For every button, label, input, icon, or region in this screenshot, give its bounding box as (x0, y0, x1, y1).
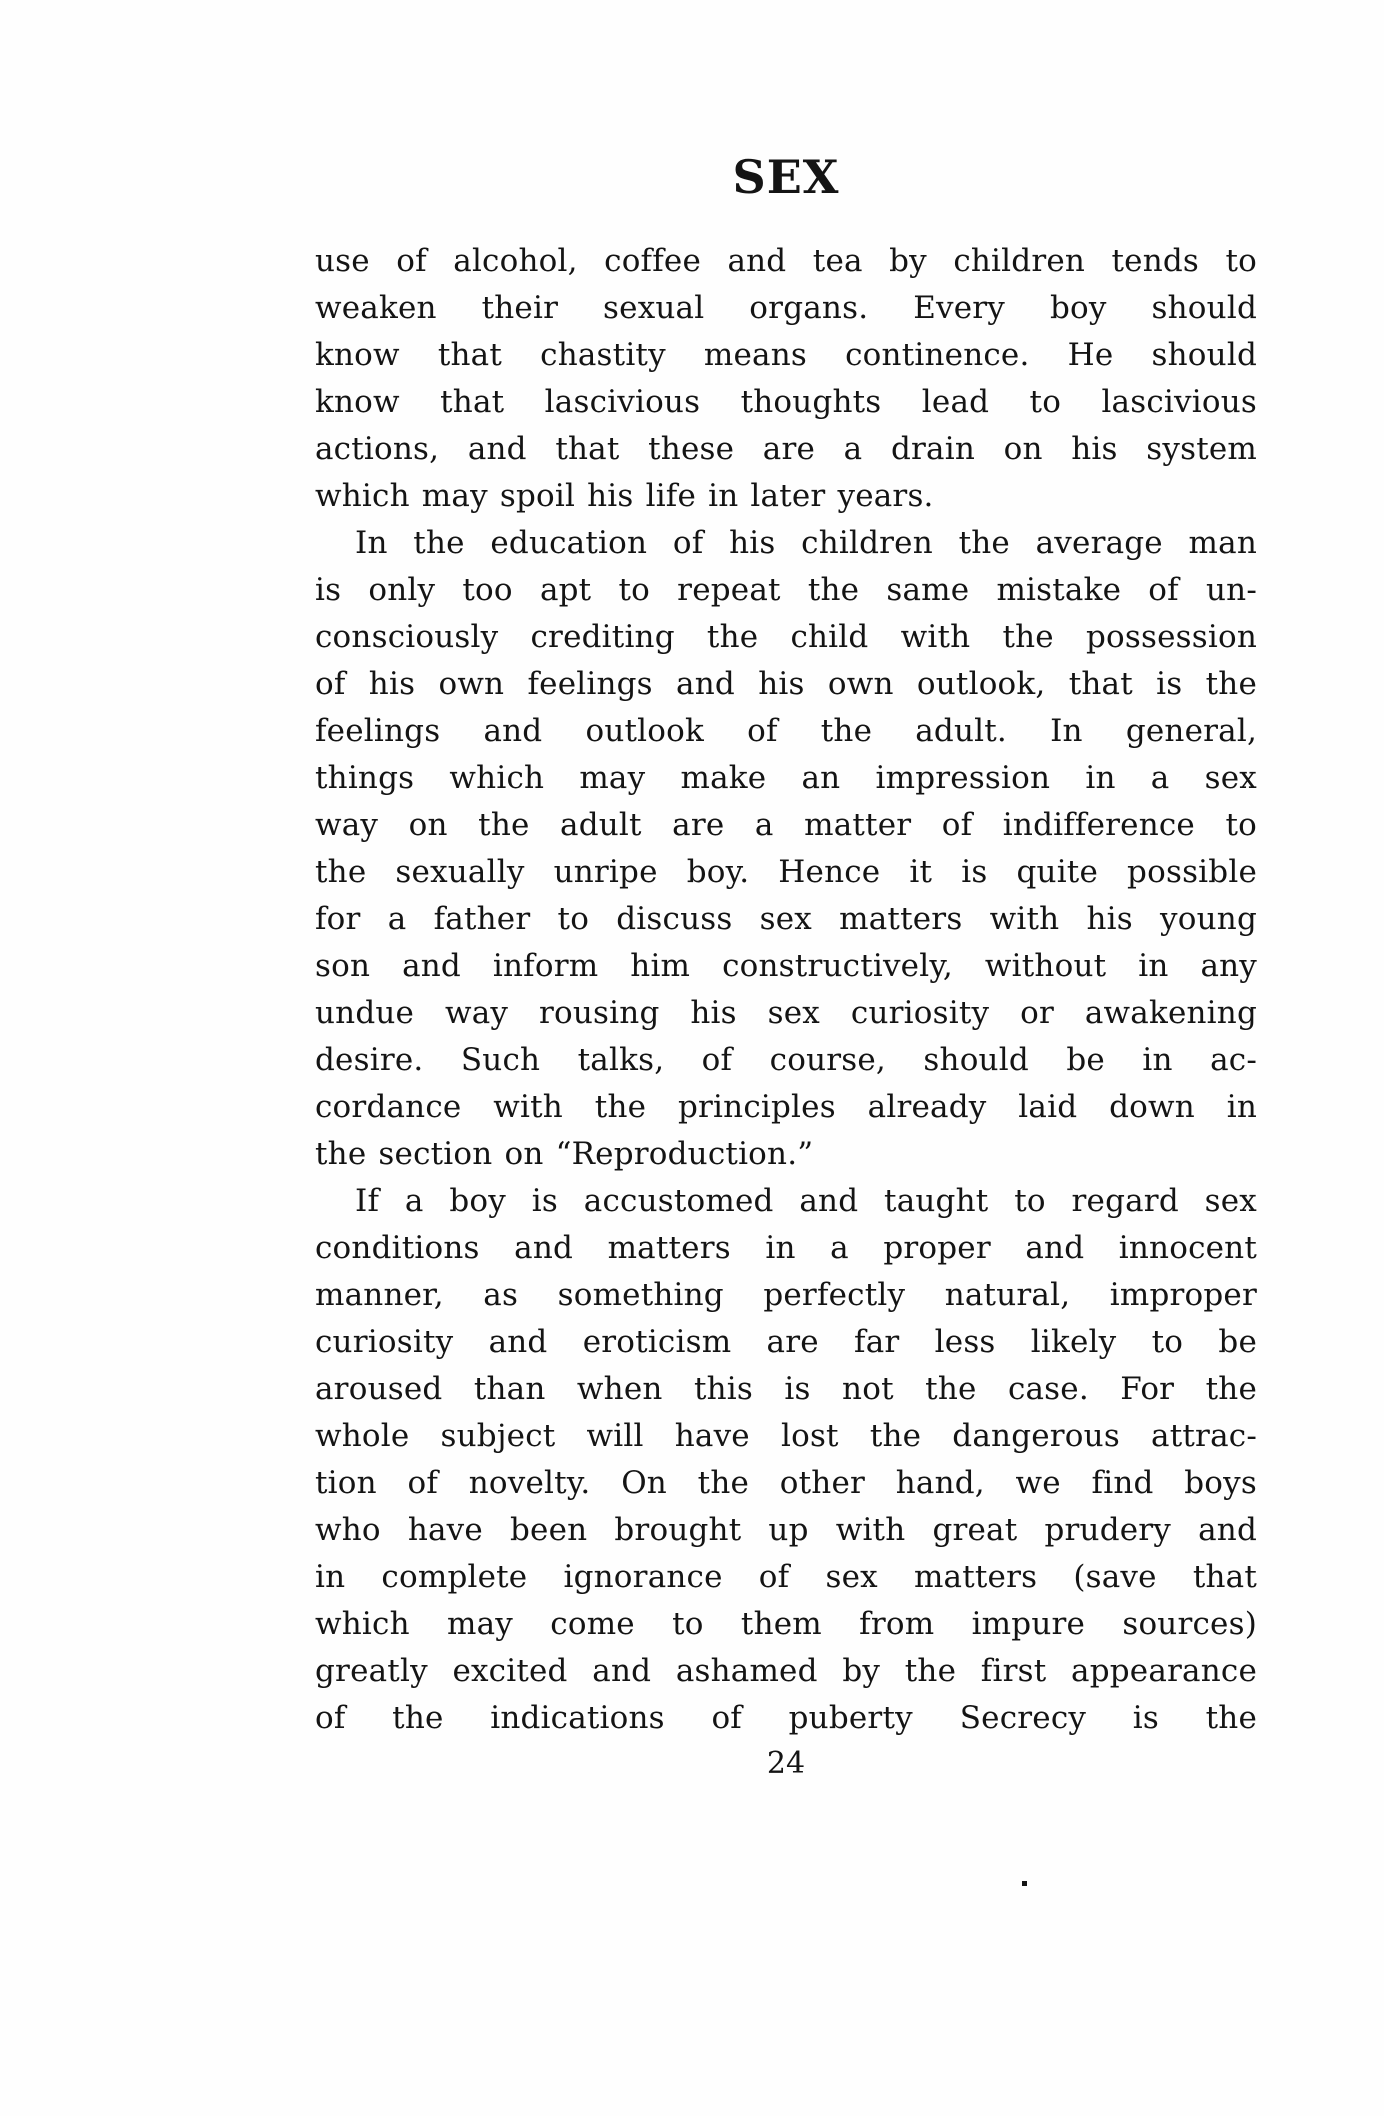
text-line: actions, and that these are a drain on his system (315, 431, 1257, 467)
text-line: the sexually unripe boy. Hence it is quite possible (315, 854, 1257, 890)
text-line: manner, as something perfectly natural, improper (315, 1277, 1257, 1313)
text-line: son and inform him constructively, without in any (315, 948, 1257, 984)
text-line: In the education of his children the average man (355, 525, 1257, 561)
text-line: things which may make an impression in a sex (315, 760, 1257, 796)
text-line: undue way rousing his sex curiosity or awakening (315, 995, 1257, 1031)
page-title: SEX (732, 150, 840, 204)
text-line: which may spoil his life in later years. (315, 478, 934, 514)
text-line: which may come to them from impure sources) (315, 1606, 1257, 1642)
text-line: is only too apt to repeat the same mistake of un- (315, 572, 1257, 608)
text-line: way on the adult are a matter of indifference to (315, 807, 1257, 843)
body-text (315, 238, 1257, 1742)
text-line: consciously crediting the child with the possession (315, 619, 1257, 655)
text-line: tion of novelty. On the other hand, we find boys (315, 1465, 1257, 1501)
text-line: feelings and outlook of the adult. In general, (315, 713, 1257, 749)
text-line: in complete ignorance of sex matters (save that (315, 1559, 1257, 1595)
text-line: If a boy is accustomed and taught to regard sex (355, 1183, 1257, 1219)
text-line: cordance with the principles already laid down in (315, 1089, 1257, 1125)
text-line: know that lascivious thoughts lead to lascivious (315, 384, 1257, 420)
text-line: weaken their sexual organs. Every boy should (315, 290, 1257, 326)
text-line: the section on “Reproduction.” (315, 1136, 814, 1172)
text-line: of the indications of puberty Secrecy is the (315, 1700, 1257, 1736)
text-line: whole subject will have lost the dangerous attrac- (315, 1418, 1257, 1454)
text-line: know that chastity means continence. He should (315, 337, 1257, 373)
text-line: of his own feelings and his own outlook, that is the (315, 666, 1257, 702)
text-line: desire. Such talks, of course, should be in ac- (315, 1042, 1257, 1078)
text-line: curiosity and eroticism are far less likely to be (315, 1324, 1257, 1360)
text-line: greatly excited and ashamed by the first appearance (315, 1653, 1257, 1689)
page-number: 24 (766, 1746, 806, 1781)
text-line: aroused than when this is not the case. For the (315, 1371, 1257, 1407)
ink-speck (1022, 1881, 1027, 1886)
text-line: for a father to discuss sex matters with his young (315, 901, 1257, 937)
text-line: conditions and matters in a proper and innocent (315, 1230, 1257, 1266)
text-line: use of alcohol, coffee and tea by children tends to (315, 243, 1257, 279)
text-line: who have been brought up with great prudery and (315, 1512, 1257, 1548)
